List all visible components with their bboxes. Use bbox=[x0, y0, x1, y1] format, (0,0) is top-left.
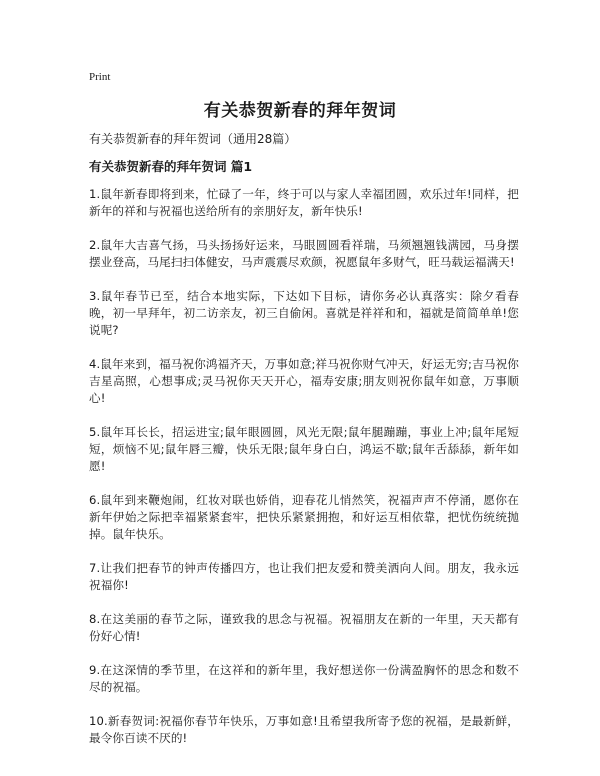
greeting-entry-8: 8.在这美丽的春节之际，谨致我的思念与祝福。祝福朋友在新的一年里，天天都有份好心情! bbox=[89, 612, 519, 643]
greeting-entry-2: 2.鼠年大吉喜气扬，马头扬扬好运来，马眼圆圆看祥瑞，马须翘翘钱满园，马身摆摆业登高，马尾扫扫体健安，马声震震尽欢颜，祝愿鼠年多财气，旺马载运福满天! bbox=[89, 238, 519, 269]
greeting-entry-10: 10.新春贺词:祝福你春节年快乐，万事如意!且希望我所寄予您的祝福，是最新鲜，最令你百读不厌的! bbox=[89, 714, 519, 745]
section-heading: 有关恭贺新春的拜年贺词 篇1 bbox=[89, 159, 253, 174]
document-subtitle: 有关恭贺新春的拜年贺词（通用28篇） bbox=[89, 132, 297, 146]
print-link[interactable]: Print bbox=[89, 71, 111, 83]
greeting-entry-7: 7.让我们把春节的钟声传播四方，也让我们把友爱和赞美洒向人间。朋友，我永远祝福你! bbox=[89, 561, 519, 592]
greeting-entry-1: 1.鼠年新春即将到来，忙碌了一年，终于可以与家人幸福团圆，欢乐过年!同样，把新年的祥和与祝福也送给所有的亲朋好友，新年快乐! bbox=[89, 187, 519, 218]
greeting-entry-4: 4.鼠年来到，福马祝你鸿福齐天，万事如意;祥马祝你财气冲天，好运无穷;吉马祝你吉星高照，心想事成;灵马祝你天天开心，福寿安康;朋友则祝你鼠年如意，万事顺心! bbox=[89, 357, 519, 405]
greeting-entry-9: 9.在这深情的季节里，在这祥和的新年里，我好想送你一份满盈胸怀的思念和数不尽的祝福。 bbox=[89, 663, 519, 694]
greeting-entry-3: 3.鼠年春节已至，结合本地实际，下达如下目标，请你务必认真落实：除夕看春晚，初一早拜年，初二访亲友，初三自偷闲。喜就是祥祥和和，福就是简简单单!您说呢? bbox=[89, 289, 519, 337]
greeting-list bbox=[89, 186, 519, 764]
page-title: 有关恭贺新春的拜年贺词 bbox=[203, 101, 397, 121]
greeting-entry-6: 6.鼠年到来鞭炮闹，红妆对联也娇俏，迎春花儿悄然笑，祝福声声不停涌，愿你在新年伊始之际把幸福紧紧套牢，把快乐紧紧拥抱，和好运互相依靠，把忧伤统统抛掉。鼠年快乐。 bbox=[89, 493, 519, 541]
greeting-entry-5: 5.鼠年耳长长，招运进宝;鼠年眼圆圆，风光无限;鼠年腿蹦蹦，事业上冲;鼠年尾短短，烦恼不见;鼠年唇三瓣，快乐无限;鼠年身白白，鸿运不歇;鼠年舌舔舔，新年如愿! bbox=[89, 425, 519, 473]
